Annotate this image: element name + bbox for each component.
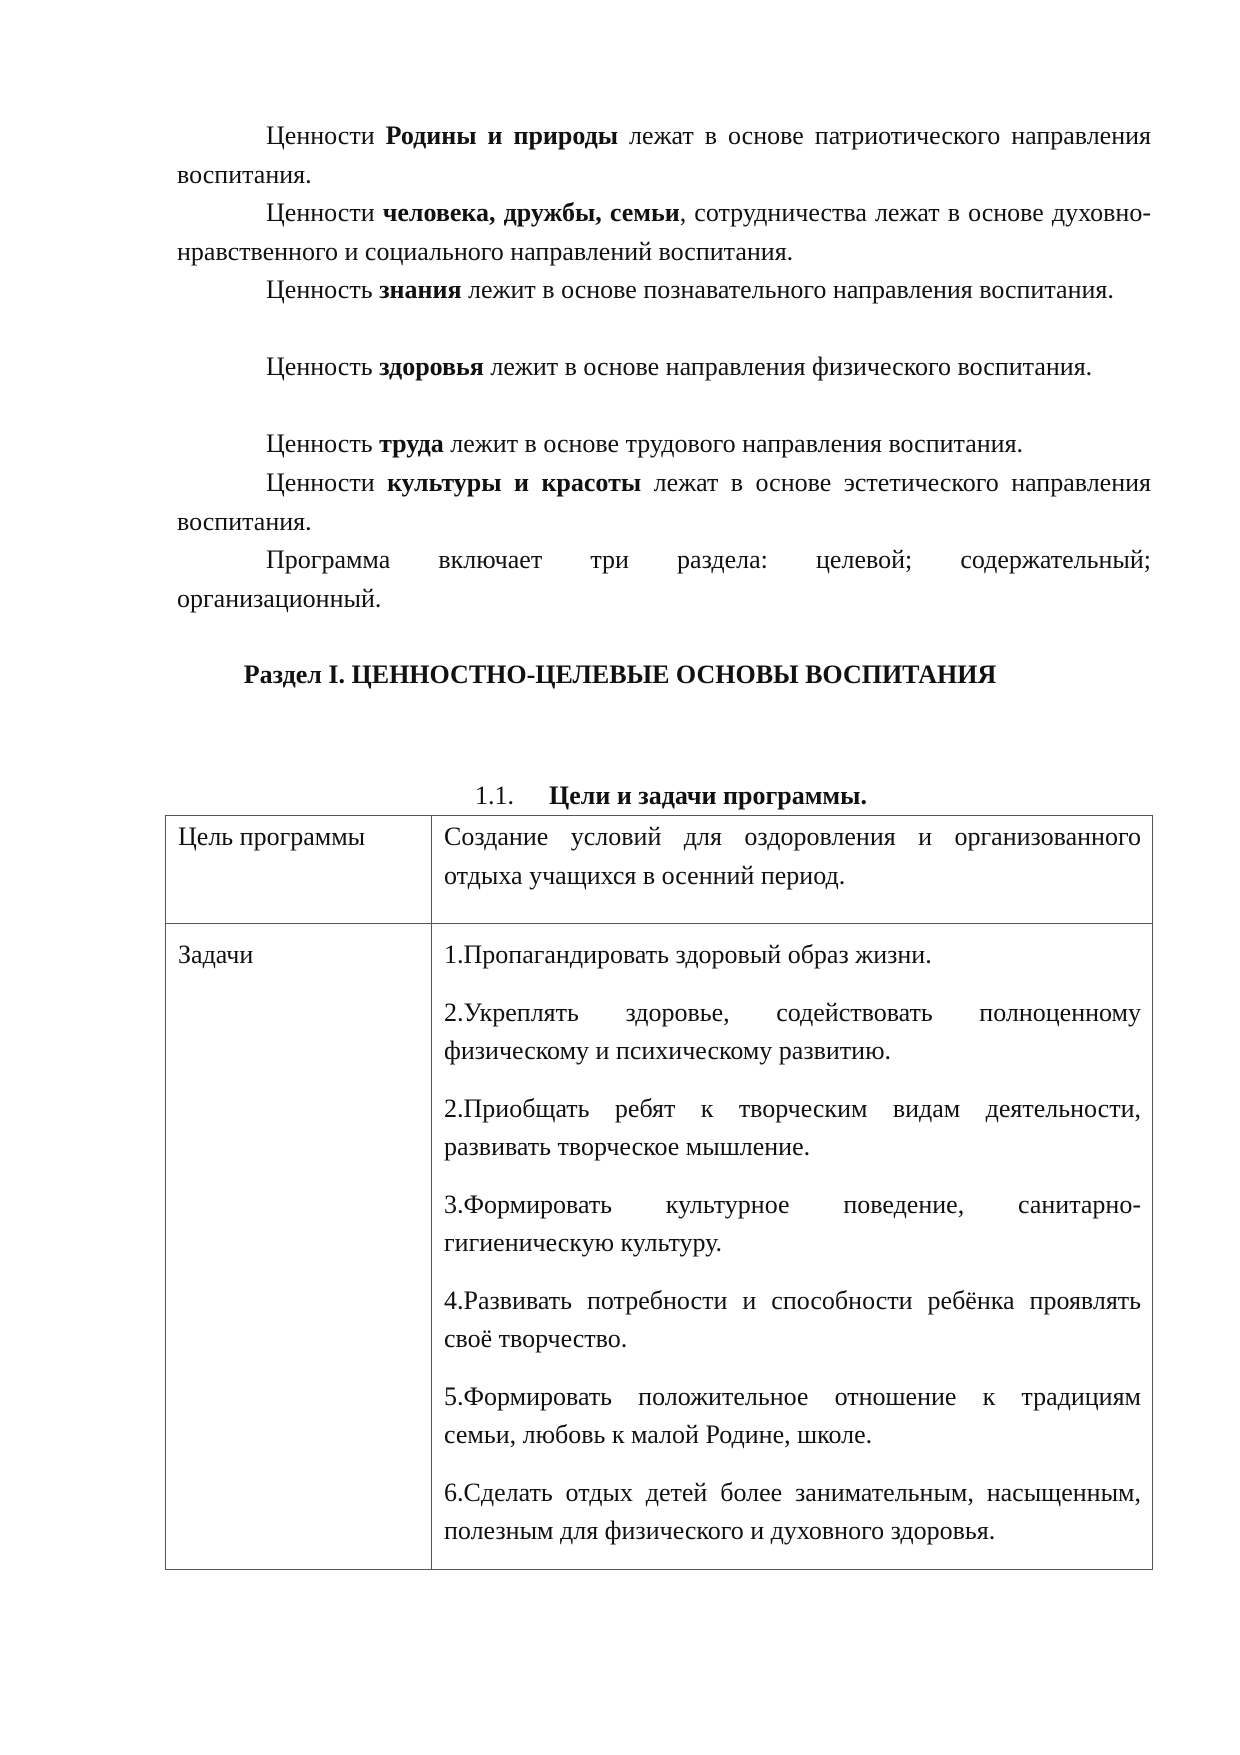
paragraph-values-human: Ценности человека, дружбы, семьи, сотрудничества лежат в основе духовно-нравственного и социального направлений воспитания.	[177, 198, 1151, 266]
tasks-label-cell: Задачи	[166, 924, 432, 1570]
subsection-heading	[475, 777, 867, 815]
goal-text-cell	[432, 816, 1153, 924]
goal-label-cell: Цель программы	[166, 816, 432, 924]
paragraph-program-sections: Программа включает три раздела: целевой; содержательный; организационный.	[177, 545, 1151, 613]
table-row	[166, 924, 1153, 1570]
paragraph-values-culture: Ценности культуры и красоты лежат в основе эстетического направления воспитания.	[177, 468, 1151, 536]
task-item: 2.Приобщать ребят к творческим видам деятельности, развивать творческое мышление.	[444, 1093, 1141, 1161]
task-item: 5.Формировать положительное отношение к традициям семьи, любовь к малой Родине, школе.	[444, 1381, 1141, 1449]
table-row	[166, 816, 1153, 924]
task-item: 2.Укреплять здоровье, содействовать полноценному физическому и психическому развитию.	[444, 997, 1141, 1065]
paragraph-value-health: Ценность здоровья лежит в основе направления физического воспитания.	[266, 352, 1093, 381]
task-item: 4.Развивать потребности и способности ребёнка проявлять своё творчество.	[444, 1285, 1141, 1353]
paragraph-value-knowledge: Ценность знания лежит в основе познавательного направления воспитания.	[266, 275, 1114, 304]
paragraph-values-homeland: Ценности Родины и природы лежат в основе патриотического направления воспитания.	[177, 121, 1152, 189]
goals-table	[165, 815, 1153, 1570]
section-heading: Раздел I. ЦЕННОСТНО-ЦЕЛЕВЫЕ ОСНОВЫ ВОСПИТАНИЯ	[243, 660, 997, 689]
task-item: 1.Пропагандировать здоровый образ жизни.	[444, 940, 932, 969]
subsection-number: 1.1.	[475, 781, 514, 810]
task-item: 3.Формировать культурное поведение, санитарно-гигиеническую культуру.	[444, 1189, 1141, 1257]
paragraph-value-labor: Ценность труда лежит в основе трудового направления воспитания.	[266, 429, 1024, 458]
task-item: 6.Сделать отдых детей более занимательным, насыщенным, полезным для физического и духовного здоровья.	[444, 1477, 1141, 1545]
tasks-cell	[432, 924, 1153, 1570]
subsection-title: Цели и задачи программы.	[549, 781, 867, 810]
goal-text: Создание условий для оздоровления и организованного отдыха учащихся в осенний период.	[444, 822, 1141, 890]
